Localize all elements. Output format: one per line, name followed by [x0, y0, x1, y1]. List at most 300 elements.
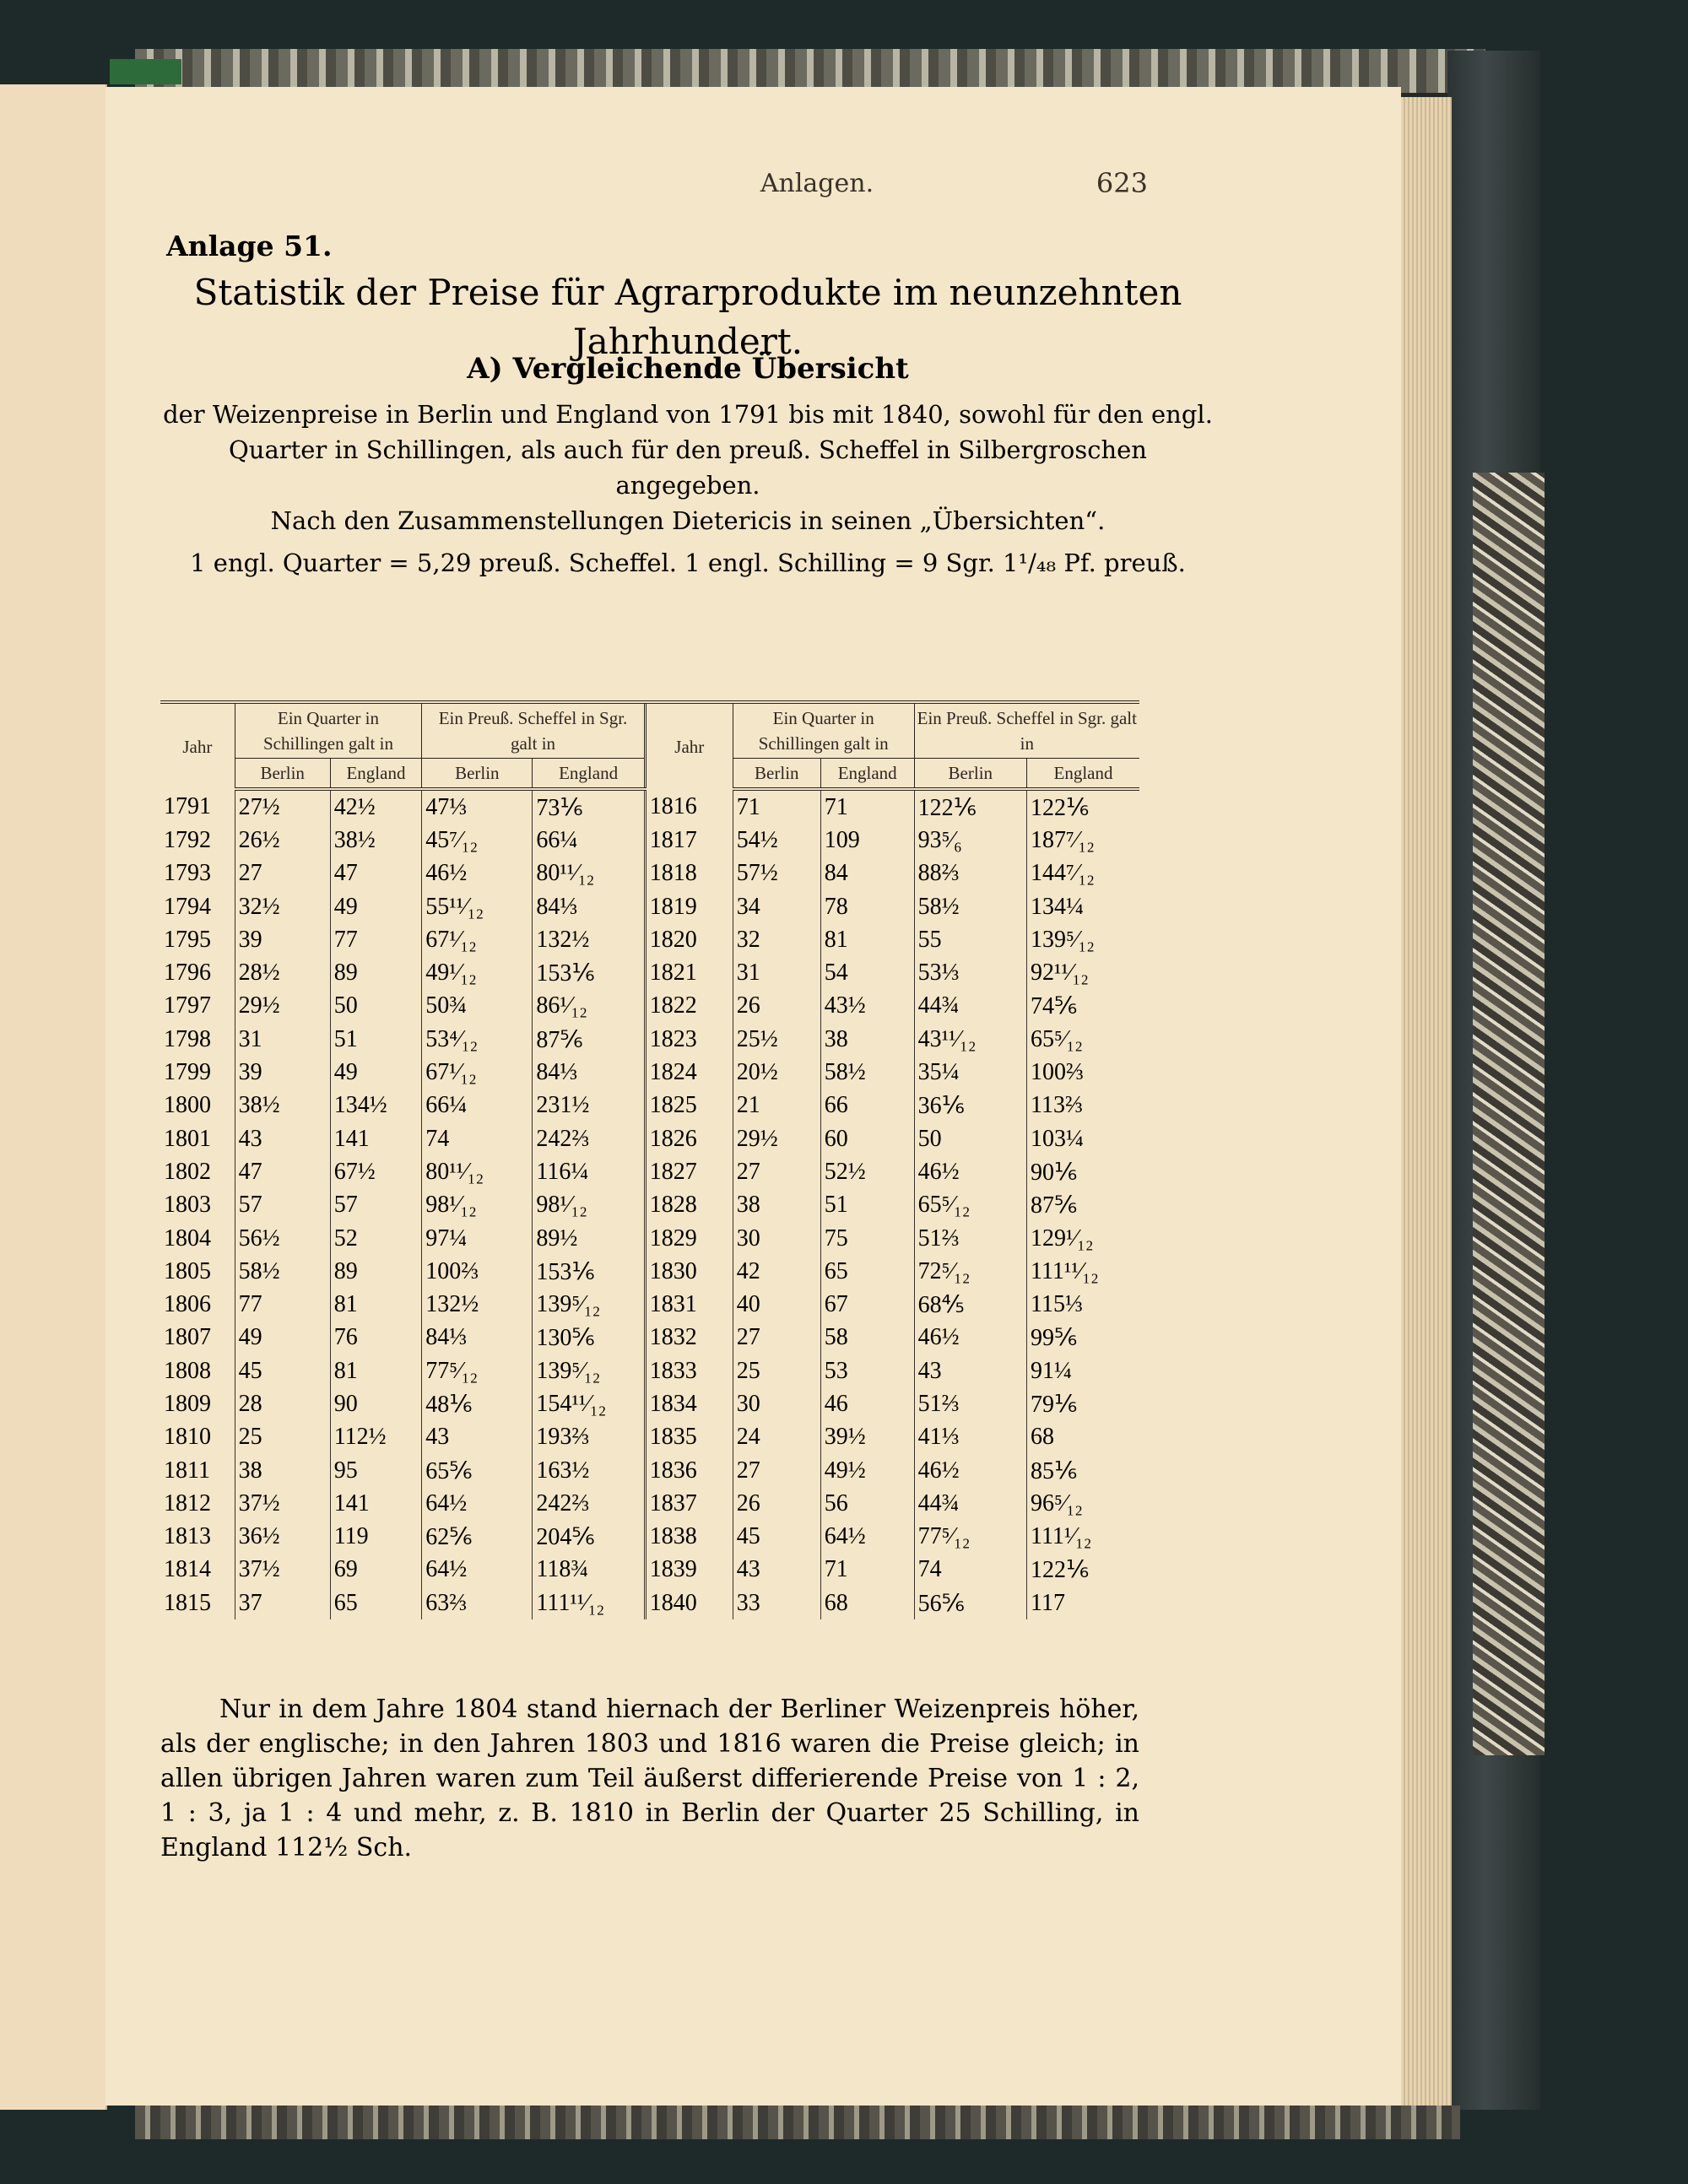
- price-cell: 54: [820, 956, 914, 989]
- price-cell: 34: [733, 890, 820, 923]
- price-cell: 139⁵⁄₁₂: [1027, 923, 1140, 956]
- price-cell: 111¹¹⁄₁₂: [1027, 1255, 1140, 1288]
- year-cell: 1823: [645, 1023, 733, 1056]
- year-header: Jahr: [645, 702, 733, 789]
- year-cell: 1807: [164, 1324, 211, 1351]
- year-cell: 1828: [645, 1189, 733, 1222]
- year-cell: 1838: [645, 1521, 733, 1554]
- price-cell: 78: [820, 890, 914, 923]
- year-cell: 1810: [164, 1424, 211, 1451]
- table-row: [160, 1454, 1139, 1487]
- price-cell: 24: [733, 1421, 820, 1454]
- price-cell: 65: [330, 1587, 422, 1619]
- year-cell: 1811: [164, 1457, 210, 1484]
- price-cell: 50¾: [422, 990, 533, 1023]
- table-row: [160, 1089, 1139, 1122]
- price-cell: 28½: [235, 956, 330, 989]
- price-cell: 41⅓: [914, 1421, 1026, 1454]
- price-cell: 65: [820, 1255, 914, 1288]
- group-header-scheffel: Ein Preuß. Scheffel in Sgr. galt in: [422, 702, 646, 759]
- price-cell: 64½: [422, 1554, 533, 1587]
- price-cell: 58: [820, 1322, 914, 1354]
- price-cell: 100⅔: [422, 1255, 533, 1288]
- year-cell: 1814: [164, 1556, 211, 1583]
- price-cell: 122⅙: [1027, 1554, 1140, 1587]
- price-cell: 27: [733, 1454, 820, 1487]
- price-cell: 74: [422, 1122, 533, 1155]
- price-cell: 74⅚: [1027, 990, 1140, 1023]
- price-cell: 113⅔: [1027, 1089, 1140, 1122]
- price-cell: 25: [235, 1421, 330, 1454]
- price-cell: 58½: [820, 1056, 914, 1089]
- price-cell: 91¼: [1027, 1354, 1140, 1387]
- price-cell: 80¹¹⁄₁₂: [533, 857, 645, 890]
- price-cell: 84⅓: [533, 890, 645, 923]
- price-cell: 45: [235, 1354, 330, 1387]
- col-england: England: [330, 759, 422, 790]
- table-row: [160, 1387, 1139, 1420]
- price-cell: 39: [235, 923, 330, 956]
- price-cell: 30: [733, 1387, 820, 1420]
- price-cell: 56⅚: [914, 1587, 1026, 1619]
- year-cell: 1825: [645, 1089, 733, 1122]
- price-cell: 53⅓: [914, 956, 1026, 989]
- price-cell: 242⅔: [533, 1487, 645, 1520]
- price-cell: 43: [235, 1122, 330, 1155]
- price-cell: 139⁵⁄₁₂: [533, 1354, 645, 1387]
- price-cell: 37: [235, 1587, 330, 1619]
- price-cell: 53: [820, 1354, 914, 1387]
- year-cell: 1803: [164, 1192, 211, 1219]
- price-cell: 84: [820, 857, 914, 890]
- price-cell: 32½: [235, 890, 330, 923]
- table-row: [160, 1554, 1139, 1587]
- year-header: Jahr: [182, 736, 213, 757]
- price-cell: 77: [330, 923, 422, 956]
- price-cell: 134½: [330, 1089, 422, 1122]
- price-cell: 57½: [733, 857, 820, 890]
- price-cell: 132½: [422, 1288, 533, 1321]
- facing-page-edge: [0, 84, 107, 2110]
- price-cell: 99⅚: [1027, 1322, 1140, 1354]
- price-cell: 31: [235, 1023, 330, 1056]
- price-cell: 67¹⁄₁₂: [422, 1056, 533, 1089]
- price-cell: 27: [235, 857, 330, 890]
- price-cell: 89½: [533, 1222, 645, 1255]
- price-cell: 27: [733, 1322, 820, 1354]
- group-header-scheffel: Ein Preuß. Scheffel in Sgr. galt in: [914, 702, 1139, 759]
- year-cell: 1794: [164, 893, 211, 920]
- price-cell: 129¹⁄₁₂: [1027, 1222, 1140, 1255]
- price-cell: 42½: [330, 789, 422, 824]
- year-cell: 1821: [645, 956, 733, 989]
- price-cell: 81: [820, 923, 914, 956]
- table-row: [160, 990, 1139, 1023]
- price-cell: 68: [820, 1587, 914, 1619]
- price-cell: 204⅚: [533, 1521, 645, 1554]
- group-header-quarter: Ein Quarter in Schillingen galt in: [235, 702, 422, 759]
- closing-text: Nur in dem Jahre 1804 stand hiernach der Berliner Weizenpreis höher, als der englische; in den Jahren 1803 und 1816 waren die Preise gleich; in allen übrigen Jahren waren zum Teil äußerst differierende Preise von 1 : 2, 1 : 3, ja 1 : 4 und mehr, z. B. 1810 in Berlin der Quarter 25 Schilling, in England 112½ Sch.: [160, 1695, 1139, 1862]
- year-cell: 1800: [164, 1092, 211, 1119]
- price-cell: 95: [330, 1454, 422, 1487]
- year-cell: 1796: [164, 960, 211, 987]
- price-cell: 116¼: [533, 1155, 645, 1188]
- price-cell: 58½: [914, 890, 1026, 923]
- price-cell: 39: [235, 1056, 330, 1089]
- year-cell: 1801: [164, 1125, 211, 1152]
- price-cell: 46½: [914, 1322, 1026, 1354]
- price-cell: 109: [820, 824, 914, 857]
- table-row: [160, 1521, 1139, 1554]
- price-cell: 45⁷⁄₁₂: [422, 824, 533, 857]
- page-number: 623: [1096, 167, 1148, 199]
- marbled-cover-edge: [1473, 473, 1545, 1755]
- price-cell: 51: [820, 1189, 914, 1222]
- price-cell: 77: [235, 1288, 330, 1321]
- table-row: [160, 1421, 1139, 1454]
- year-cell: 1836: [645, 1454, 733, 1487]
- price-cell: 193⅔: [533, 1421, 645, 1454]
- price-cell: 68: [1027, 1421, 1140, 1454]
- price-cell: 56: [820, 1487, 914, 1520]
- table-row: [160, 1255, 1139, 1288]
- price-cell: 46: [820, 1387, 914, 1420]
- table-row: [160, 1023, 1139, 1056]
- price-cell: 26: [733, 990, 820, 1023]
- price-cell: 112½: [330, 1421, 422, 1454]
- group-header-quarter: Ein Quarter in Schillingen galt in: [733, 702, 914, 759]
- price-cell: 141: [330, 1487, 422, 1520]
- price-cell: 67¹⁄₁₂: [422, 923, 533, 956]
- price-cell: 43½: [820, 990, 914, 1023]
- year-cell: 1819: [645, 890, 733, 923]
- table-row: [160, 1322, 1139, 1354]
- table-row: [160, 1587, 1139, 1619]
- book-tail-band: [135, 2106, 1460, 2139]
- table-row: [160, 1222, 1139, 1255]
- price-cell: 98¹⁄₁₂: [422, 1189, 533, 1222]
- year-cell: 1831: [645, 1288, 733, 1321]
- price-cell: 29½: [733, 1122, 820, 1155]
- year-cell: 1804: [164, 1224, 211, 1251]
- year-cell: 1809: [164, 1390, 211, 1417]
- year-cell: 1835: [645, 1421, 733, 1454]
- price-cell: 69: [330, 1554, 422, 1587]
- price-cell: 39½: [820, 1421, 914, 1454]
- price-cell: 50: [914, 1122, 1026, 1155]
- price-cell: 43: [733, 1554, 820, 1587]
- price-cell: 38: [235, 1454, 330, 1487]
- price-cell: 55: [914, 923, 1026, 956]
- bookmark-ribbon: [110, 59, 181, 84]
- price-cell: 40: [733, 1288, 820, 1321]
- price-cell: 43: [422, 1421, 533, 1454]
- year-cell: 1816: [645, 789, 733, 824]
- price-cell: 30: [733, 1222, 820, 1255]
- year-cell: 1805: [164, 1257, 211, 1284]
- price-cell: 90⅙: [1027, 1155, 1140, 1188]
- price-cell: 32: [733, 923, 820, 956]
- price-cell: 122⅙: [914, 789, 1026, 824]
- price-cell: 98¹⁄₁₂: [533, 1189, 645, 1222]
- year-cell: 1817: [645, 824, 733, 857]
- section-heading: A) Vergleichende Übersicht: [467, 352, 909, 386]
- price-cell: 48⅙: [422, 1387, 533, 1420]
- price-cell: 81: [330, 1354, 422, 1387]
- price-cell: 122⅙: [1027, 789, 1140, 824]
- price-cell: 44¾: [914, 990, 1026, 1023]
- price-cell: 68⅘: [914, 1288, 1026, 1321]
- price-cell: 242⅔: [533, 1122, 645, 1155]
- price-cell: 44¾: [914, 1487, 1026, 1520]
- price-cell: 37½: [235, 1487, 330, 1520]
- price-cell: 65⁵⁄₁₂: [914, 1189, 1026, 1222]
- price-cell: 62⅚: [422, 1521, 533, 1554]
- price-cell: 35¼: [914, 1056, 1026, 1089]
- price-cell: 141: [330, 1122, 422, 1155]
- price-cell: 49¹⁄₁₂: [422, 956, 533, 989]
- table-body: [160, 789, 1139, 1619]
- col-england: England: [533, 759, 645, 790]
- price-cell: 49: [330, 890, 422, 923]
- price-cell: 73⅙: [533, 789, 645, 824]
- price-cell: 53⁴⁄₁₂: [422, 1023, 533, 1056]
- price-cell: 26: [733, 1487, 820, 1520]
- price-cell: 31: [733, 956, 820, 989]
- price-cell: 85⅙: [1027, 1454, 1140, 1487]
- price-cell: 65⅚: [422, 1454, 533, 1487]
- price-cell: 58½: [235, 1255, 330, 1288]
- price-cell: 130⅚: [533, 1322, 645, 1354]
- price-cell: 139⁵⁄₁₂: [533, 1288, 645, 1321]
- price-cell: 54½: [733, 824, 820, 857]
- price-cell: 52: [330, 1222, 422, 1255]
- year-cell: 1798: [164, 1025, 211, 1052]
- price-cell: 92¹¹⁄₁₂: [1027, 956, 1140, 989]
- price-cell: 132½: [533, 923, 645, 956]
- price-cell: 56½: [235, 1222, 330, 1255]
- intro-text: der Weizenpreise in Berlin und England von 1791 bis mit 1840, sowohl für den engl. Quarter in Schillingen, als auch für den preuß. Scheffel in Silbergroschen angegeben.: [163, 400, 1213, 500]
- price-cell: 51: [330, 1023, 422, 1056]
- price-cell: 63⅔: [422, 1587, 533, 1619]
- closing-paragraph: [160, 1692, 1139, 1865]
- price-cell: 89: [330, 1255, 422, 1288]
- year-cell: 1840: [645, 1587, 733, 1619]
- price-cell: 87⅚: [533, 1023, 645, 1056]
- price-cell: 43¹¹⁄₁₂: [914, 1023, 1026, 1056]
- price-cell: 49½: [820, 1454, 914, 1487]
- table-row: [160, 1056, 1139, 1089]
- price-cell: 66: [820, 1089, 914, 1122]
- page-title: Statistik der Preise für Agrarprodukte im neunzehnten Jahrhundert.: [193, 272, 1182, 362]
- price-cell: 84⅓: [422, 1322, 533, 1354]
- year-cell: 1837: [645, 1487, 733, 1520]
- price-cell: 163½: [533, 1454, 645, 1487]
- price-cell: 97¼: [422, 1222, 533, 1255]
- year-cell: 1808: [164, 1357, 211, 1384]
- table-row: [160, 1354, 1139, 1387]
- col-england: England: [820, 759, 914, 790]
- year-cell: 1791: [164, 792, 211, 819]
- price-cell: 74: [914, 1554, 1026, 1587]
- price-cell: 89: [330, 956, 422, 989]
- year-cell: 1832: [645, 1322, 733, 1354]
- price-cell: 67: [820, 1288, 914, 1321]
- price-cell: 103¼: [1027, 1122, 1140, 1155]
- price-cell: 77⁵⁄₁₂: [422, 1354, 533, 1387]
- col-berlin: Berlin: [422, 759, 533, 790]
- price-cell: 38: [733, 1189, 820, 1222]
- price-cell: 86¹⁄₁₂: [533, 990, 645, 1023]
- price-cell: 57: [235, 1189, 330, 1222]
- price-cell: 66¼: [533, 824, 645, 857]
- price-cell: 71: [820, 789, 914, 824]
- year-cell: 1813: [164, 1523, 211, 1550]
- price-cell: 80¹¹⁄₁₂: [422, 1155, 533, 1188]
- price-cell: 71: [733, 789, 820, 824]
- year-cell: 1826: [645, 1122, 733, 1155]
- table-row: [160, 824, 1139, 857]
- price-cell: 46½: [914, 1155, 1026, 1188]
- price-cell: 47⅓: [422, 789, 533, 824]
- col-england: England: [1027, 759, 1140, 790]
- price-cell: 29½: [235, 990, 330, 1023]
- table-row: [160, 956, 1139, 989]
- table-row: [160, 1155, 1139, 1188]
- col-berlin: Berlin: [235, 759, 330, 790]
- price-cell: 117: [1027, 1587, 1140, 1619]
- year-cell: 1818: [645, 857, 733, 890]
- price-cell: 88⅔: [914, 857, 1026, 890]
- price-cell: 187⁷⁄₁₂: [1027, 824, 1140, 857]
- table-row: [160, 789, 1139, 824]
- year-cell: 1793: [164, 860, 211, 887]
- table-row: [160, 890, 1139, 923]
- price-cell: 46½: [914, 1454, 1026, 1487]
- price-cell: 90: [330, 1387, 422, 1420]
- price-cell: 115⅓: [1027, 1288, 1140, 1321]
- col-berlin: Berlin: [914, 759, 1026, 790]
- price-cell: 144⁷⁄₁₂: [1027, 857, 1140, 890]
- price-cell: 77⁵⁄₁₂: [914, 1521, 1026, 1554]
- price-cell: 25: [733, 1354, 820, 1387]
- year-cell: 1815: [164, 1589, 211, 1616]
- year-cell: 1830: [645, 1255, 733, 1288]
- price-cell: 36⅙: [914, 1089, 1026, 1122]
- price-cell: 51⅔: [914, 1387, 1026, 1420]
- price-cell: 46½: [422, 857, 533, 890]
- price-cell: 38½: [235, 1089, 330, 1122]
- table-row: [160, 1288, 1139, 1321]
- table-row: [160, 1487, 1139, 1520]
- year-cell: 1834: [645, 1387, 733, 1420]
- col-berlin: Berlin: [733, 759, 820, 790]
- price-cell: 51⅔: [914, 1222, 1026, 1255]
- price-cell: 72⁵⁄₁₂: [914, 1255, 1026, 1288]
- price-table: [160, 700, 1139, 1619]
- table-row: [160, 923, 1139, 956]
- year-cell: 1827: [645, 1155, 733, 1188]
- price-cell: 76: [330, 1322, 422, 1354]
- price-cell: 55¹¹⁄₁₂: [422, 890, 533, 923]
- price-cell: 154¹¹⁄₁₂: [533, 1387, 645, 1420]
- price-cell: 38½: [330, 824, 422, 857]
- price-cell: 27½: [235, 789, 330, 824]
- table-row: [160, 857, 1139, 890]
- price-cell: 84⅓: [533, 1056, 645, 1089]
- price-cell: 119: [330, 1521, 422, 1554]
- price-cell: 67½: [330, 1155, 422, 1188]
- price-cell: 37½: [235, 1554, 330, 1587]
- year-cell: 1795: [164, 926, 211, 953]
- price-cell: 64½: [422, 1487, 533, 1520]
- source-note: Nach den Zusammenstellungen Dietericis in seinen „Übersichten“.: [270, 506, 1106, 535]
- price-cell: 21: [733, 1089, 820, 1122]
- year-cell: 1820: [645, 923, 733, 956]
- year-cell: 1822: [645, 990, 733, 1023]
- price-cell: 38: [820, 1023, 914, 1056]
- price-cell: 52½: [820, 1155, 914, 1188]
- conversion-note: 1 engl. Quarter = 5,29 preuß. Scheffel. 1 engl. Schilling = 9 Sgr. 1¹/₄₈ Pf. preuß.: [190, 549, 1186, 577]
- price-cell: 134¼: [1027, 890, 1140, 923]
- price-cell: 111¹⁄₁₂: [1027, 1521, 1140, 1554]
- price-cell: 36½: [235, 1521, 330, 1554]
- table-row: [160, 1189, 1139, 1222]
- price-cell: 28: [235, 1387, 330, 1420]
- year-cell: 1824: [645, 1056, 733, 1089]
- price-cell: 49: [235, 1322, 330, 1354]
- price-cell: 27: [733, 1155, 820, 1188]
- price-cell: 153⅙: [533, 956, 645, 989]
- price-cell: 96⁵⁄₁₂: [1027, 1487, 1140, 1520]
- price-cell: 231½: [533, 1089, 645, 1122]
- price-cell: 49: [330, 1056, 422, 1089]
- year-cell: 1829: [645, 1222, 733, 1255]
- price-cell: 26½: [235, 824, 330, 857]
- price-cell: 64½: [820, 1521, 914, 1554]
- table-row: [160, 1122, 1139, 1155]
- price-cell: 66¼: [422, 1089, 533, 1122]
- price-cell: 118¾: [533, 1554, 645, 1587]
- year-cell: 1839: [645, 1554, 733, 1587]
- year-cell: 1806: [164, 1291, 211, 1318]
- price-cell: 45: [733, 1521, 820, 1554]
- price-cell: 42: [733, 1255, 820, 1288]
- year-cell: 1802: [164, 1158, 211, 1185]
- price-cell: 33: [733, 1587, 820, 1619]
- appendix-label: Anlage 51.: [166, 230, 333, 262]
- price-cell: 93⁵⁄₆: [914, 824, 1026, 857]
- price-cell: 100⅔: [1027, 1056, 1140, 1089]
- year-cell: 1792: [164, 826, 211, 853]
- running-head: Anlagen.: [760, 169, 874, 198]
- price-cell: 47: [235, 1155, 330, 1188]
- price-cell: 79⅙: [1027, 1387, 1140, 1420]
- price-cell: 111¹¹⁄₁₂: [533, 1587, 645, 1619]
- price-cell: 20½: [733, 1056, 820, 1089]
- price-cell: 153⅙: [533, 1255, 645, 1288]
- price-cell: 47: [330, 857, 422, 890]
- price-cell: 81: [330, 1288, 422, 1321]
- price-cell: 43: [914, 1354, 1026, 1387]
- year-cell: 1812: [164, 1489, 211, 1516]
- price-cell: 60: [820, 1122, 914, 1155]
- price-cell: 71: [820, 1554, 914, 1587]
- price-cell: 57: [330, 1189, 422, 1222]
- year-cell: 1799: [164, 1059, 211, 1086]
- price-cell: 75: [820, 1222, 914, 1255]
- price-cell: 65⁵⁄₁₂: [1027, 1023, 1140, 1056]
